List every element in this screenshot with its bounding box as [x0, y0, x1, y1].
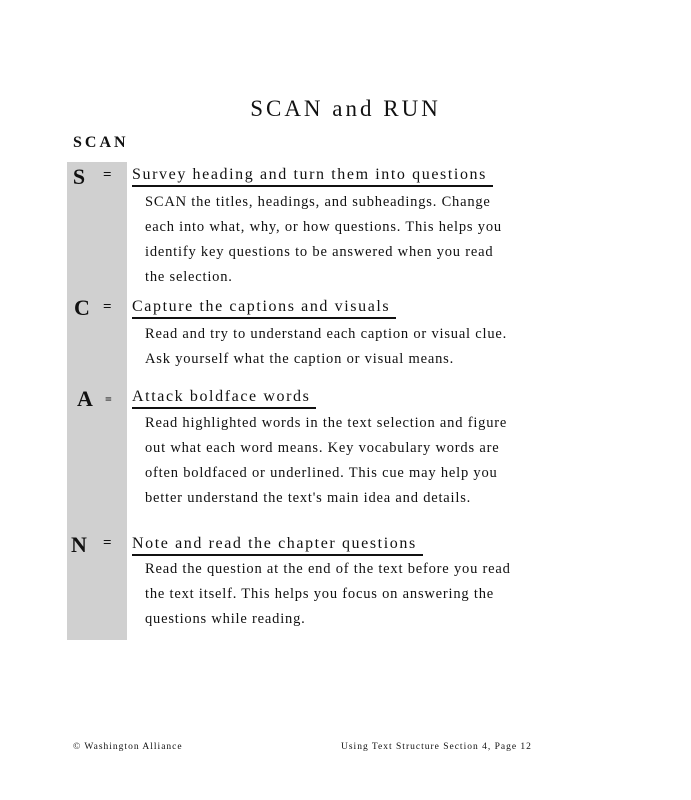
step-letter-a: A [77, 386, 93, 411]
description-line: out what each word means. Key vocabulary words are [145, 440, 500, 456]
step-equals-c: = [103, 299, 112, 315]
description-line: Read the question at the end of the text before you read [145, 561, 511, 577]
step-heading-attack: Attack boldface words [132, 387, 316, 409]
step-equals-n: = [103, 535, 112, 551]
step-letter-s: S [72, 164, 86, 189]
footer-page-info: Using Text Structure Section 4, Page 12 [341, 742, 532, 752]
step-description-attack [145, 411, 545, 511]
step-description-survey [145, 190, 545, 290]
description-line: the selection. [145, 269, 233, 285]
description-line: each into what, why, or how questions. This helps you [145, 219, 502, 235]
description-line: Read and try to understand each caption or visual clue. [145, 326, 508, 342]
description-line: identify key questions to be answered when you read [145, 244, 494, 260]
step-description-capture [145, 322, 545, 372]
description-line: often boldfaced or underlined. This cue may help you [145, 465, 498, 481]
step-equals-a: = [105, 392, 112, 406]
description-line: better understand the text's main idea and details. [145, 490, 472, 506]
step-heading-note: Note and read the chapter questions [132, 534, 423, 556]
description-line: the text itself. This helps you focus on answering the [145, 586, 494, 602]
section-label: SCAN [73, 134, 129, 151]
description-line: Read highlighted words in the text selection and figure [145, 415, 508, 431]
description-line: Ask yourself what the caption or visual means. [145, 351, 455, 367]
step-letter-c: C [74, 295, 90, 320]
step-heading-survey: Survey heading and turn them into questions [132, 165, 493, 187]
step-heading-capture: Capture the captions and visuals [132, 297, 396, 319]
step-description-note [145, 557, 545, 632]
description-line: SCAN the titles, headings, and subheadings. Change [145, 194, 491, 210]
footer-copyright: © Washington Alliance [73, 742, 183, 752]
page-title: SCAN and RUN [250, 96, 441, 121]
step-equals-s: = [103, 167, 112, 183]
step-letter-n: N [71, 532, 87, 557]
description-line: questions while reading. [145, 611, 306, 627]
